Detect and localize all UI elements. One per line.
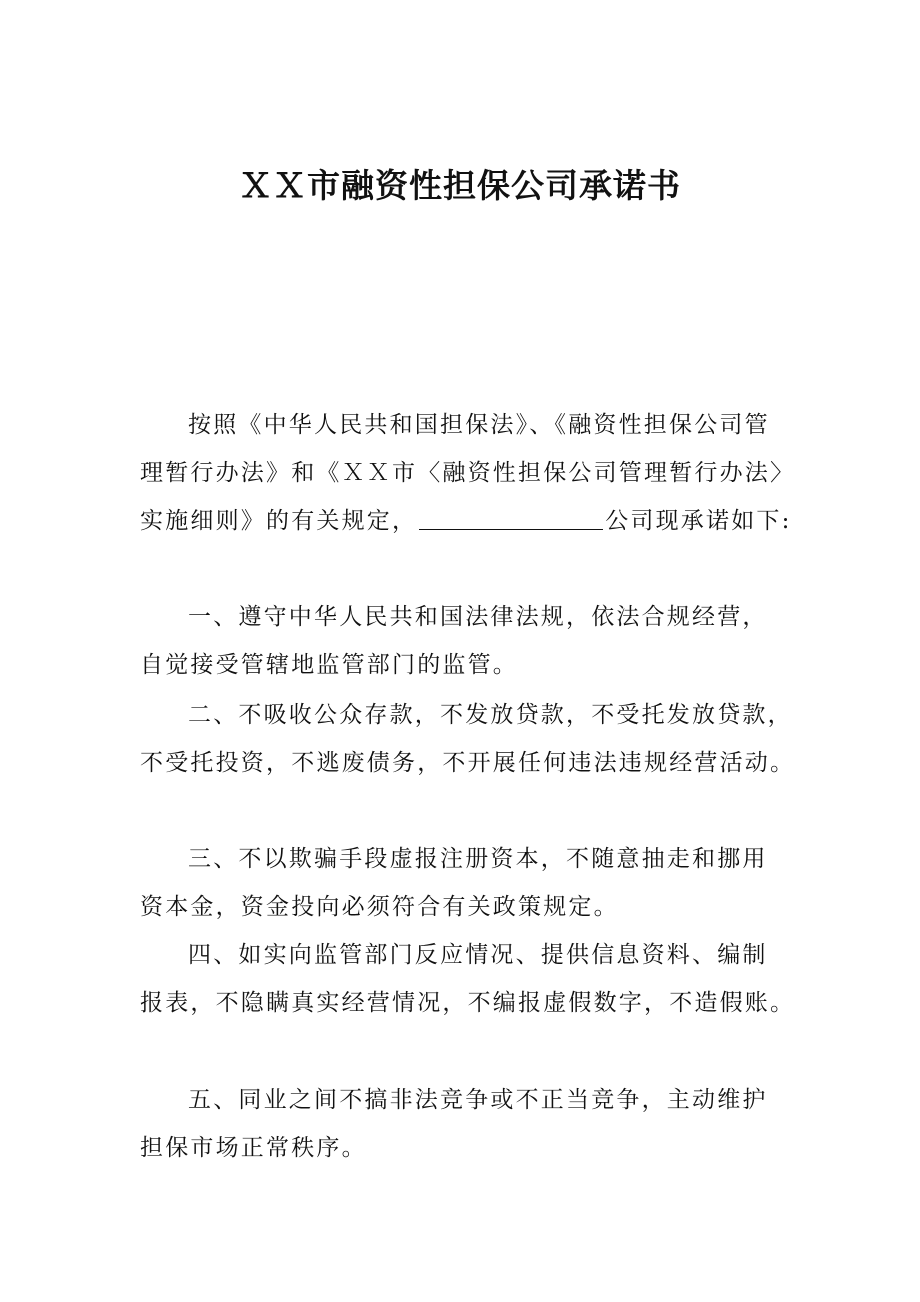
- item-4-line-2: 报表，不隐瞒真实经营情况，不编报虚假数字，不造假账。: [140, 990, 796, 1016]
- item-3-line-2: 资本金，资金投向必须符合有关政策规定。: [140, 894, 619, 920]
- item-2-line-2: 不受托投资，不逃废债务，不开展任何违法违规经营活动。: [140, 750, 796, 776]
- company-name-blank[interactable]: [419, 507, 603, 530]
- item-3-line-1: 三、不以欺骗手段虚报注册资本，不随意抽走和挪用: [188, 846, 768, 872]
- intro-line-2: 理暂行办法》和《ＸＸ市〈融资性担保公司管理暂行办法〉: [140, 460, 796, 486]
- intro-line-1: 按照《中华人民共和国担保法》、《融资性担保公司管: [188, 412, 770, 438]
- item-2-line-1: 二、不吸收公众存款，不发放贷款，不受托发放贷款，: [188, 702, 793, 728]
- item-5-line-1: 五、同业之间不搞非法竞争或不正当竞争，主动维护: [188, 1087, 768, 1113]
- intro-line-3: [140, 506, 792, 536]
- intro-line-3-pre: 实施细则》的有关规定，: [140, 508, 418, 534]
- item-4-line-1: 四、如实向监管部门反应情况、提供信息资料、编制: [188, 942, 768, 968]
- item-1-line-2: 自觉接受管辖地监管部门的监管。: [140, 652, 518, 678]
- item-5-line-2: 担保市场正常秩序。: [140, 1135, 367, 1161]
- item-1-line-1: 一、遵守中华人民共和国法律法规，依法合规经营，: [188, 604, 768, 630]
- document-title: ＸＸ市融资性担保公司承诺书: [239, 166, 681, 205]
- intro-line-3-post: 公司现承诺如下:: [605, 508, 792, 534]
